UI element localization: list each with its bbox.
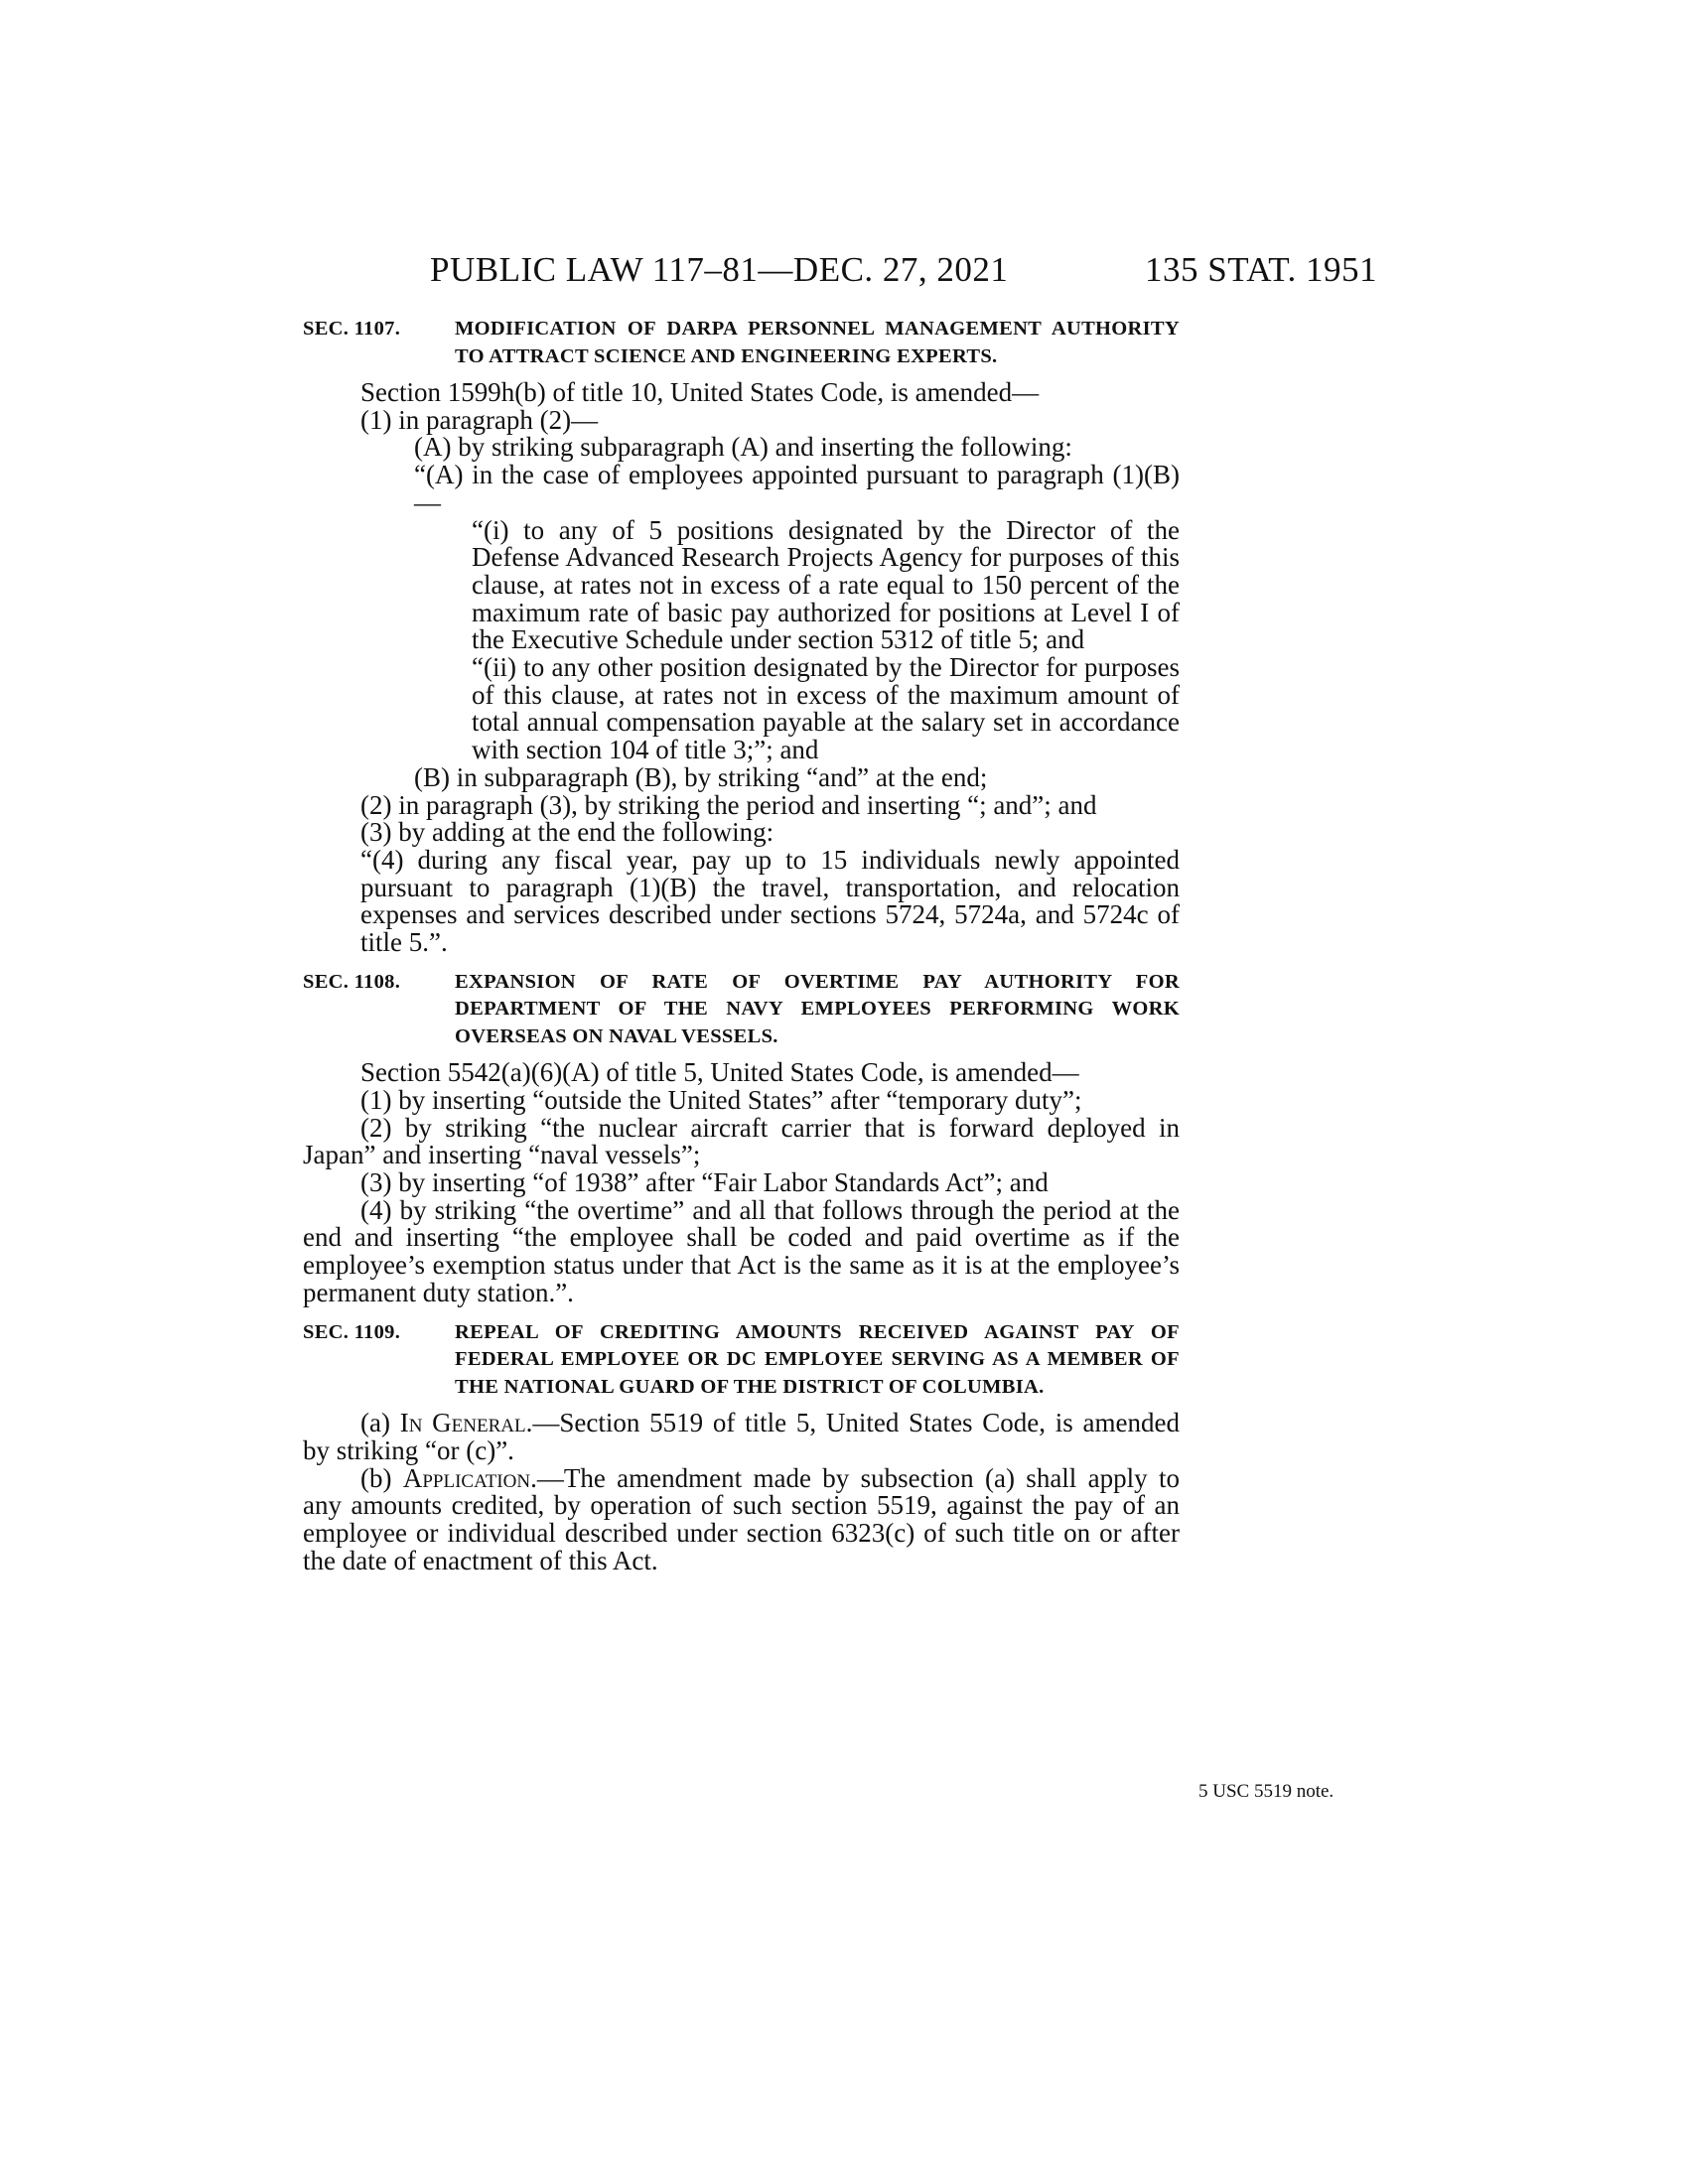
section-1107-quote-4: “(4) during any fiscal year, pay up to 15 individuals newly appointed pursuant to paragraph (1)(B) the travel, transportation, and relocation expenses and services described under sections 5724, 5724a, and 5724c of title 5.”. [360,844,1180,958]
subsection-b-heading: Application [402,1462,531,1493]
subsection-a-heading: In General [399,1408,526,1438]
section-1108-para-2: (2) by striking “the nuclear aircraft carrier that is forward deployed in Japan” and inserting “naval vessels”; [303,1112,1180,1170]
section-1108-intro: Section 5542(a)(6)(A) of title 5, United States Code, is amended— [360,1057,1079,1088]
section-1108-heading [303,969,1180,1051]
spacer [303,957,1180,969]
spacer [303,1307,1180,1319]
section-1107-title: MODIFICATION OF DARPA PERSONNEL MANAGEMENT AUTHORITY TO ATTRACT SCIENCE AND ENGINEERING EXPERTS. [455,318,1180,367]
section-1107-intro: Section 1599h(b) of title 10, United States Code, is amended— [360,377,1040,407]
section-1107-quote-i: “(i) to any of 5 positions designated by the Director of the Defense Advanced Research Projects Agency for purposes of this clause, at rates not in excess of a rate equal to 150 percent of the maximum rate of basic pay authorized for positions at Level I of the Executive Schedule under section 5312 of title 5; and [472,514,1180,655]
section-1108-para-3: (3) by inserting “of 1938” after “Fair Labor Standards Act”; and [360,1167,1049,1198]
running-header [0,250,1688,290]
section-1108-para-4: (4) by striking “the overtime” and all that follows through the period at the end and inserting “the employee shall be coded and paid overtime as if the employee’s exemption status under that Act is the same as it is at the employee’s permanent duty station.”. [303,1194,1180,1307]
section-1107-quote-A: “(A) in the case of employees appointed pursuant to paragraph (1)(B)— [414,460,1180,517]
section-1108-title: EXPANSION OF RATE OF OVERTIME PAY AUTHORITY FOR DEPARTMENT OF THE NAVY EMPLOYEES PERFORMING WORK OVERSEAS ON NAVAL VESSELS. [455,970,1180,1047]
section-1107-heading [303,316,1180,370]
section-1108-para-1: (1) by inserting “outside the United States” after “temporary duty”; [360,1084,1082,1115]
section-1107-para-2: (2) in paragraph (3), by striking the period and inserting “; and”; and [360,789,1097,820]
section-1107-para-3: (3) by adding at the end the following: [360,817,774,848]
section-1107-number: SEC. 1107. [303,318,401,340]
section-1108-number: SEC. 1108. [303,970,401,993]
section-1109-title: REPEAL OF CREDITING AMOUNTS RECEIVED AGAINST PAY OF FEDERAL EMPLOYEE OR DC EMPLOYEE SERVING AS A MEMBER OF THE NATIONAL GUARD OF THE DISTRICT OF COLUMBIA. [455,1320,1180,1398]
margin-note-usc: 5 USC 5519 note. [1198,1781,1335,1802]
section-1107-quote-ii: “(ii) to any other position designated by the Director for purposes of this clause, at rates not in excess of the maximum amount of total annual compensation payable at the salary set in accordance with section 104 of title 3;”; and [472,652,1180,765]
section-1107-para-1B: (B) in subparagraph (B), by striking “and” at the end; [414,761,988,792]
stat-page-number: 135 STAT. 1951 [1145,250,1377,289]
section-1109-subsection-b: (b) Application.—The amendment made by subsection (a) shall apply to any amounts credited, by operation of such section 5519, against the pay of an employee or individual described under section 6323(c) of such title on or after the date of enactment of this Act. [303,1462,1180,1575]
section-1107-para-1: (1) in paragraph (2)— [360,404,599,435]
section-1109-subsection-a: (a) In General.—Section 5519 of title 5, United States Code, is amended by striking “or (c)”. [303,1408,1181,1465]
text-column [303,316,1180,1574]
section-1109-heading [303,1319,1180,1402]
section-1109-number: SEC. 1109. [303,1320,401,1343]
running-head-title: PUBLIC LAW 117–81—DEC. 27, 2021 [430,250,1009,289]
section-1107-para-1A: (A) by striking subparagraph (A) and inserting the following: [414,432,1072,463]
